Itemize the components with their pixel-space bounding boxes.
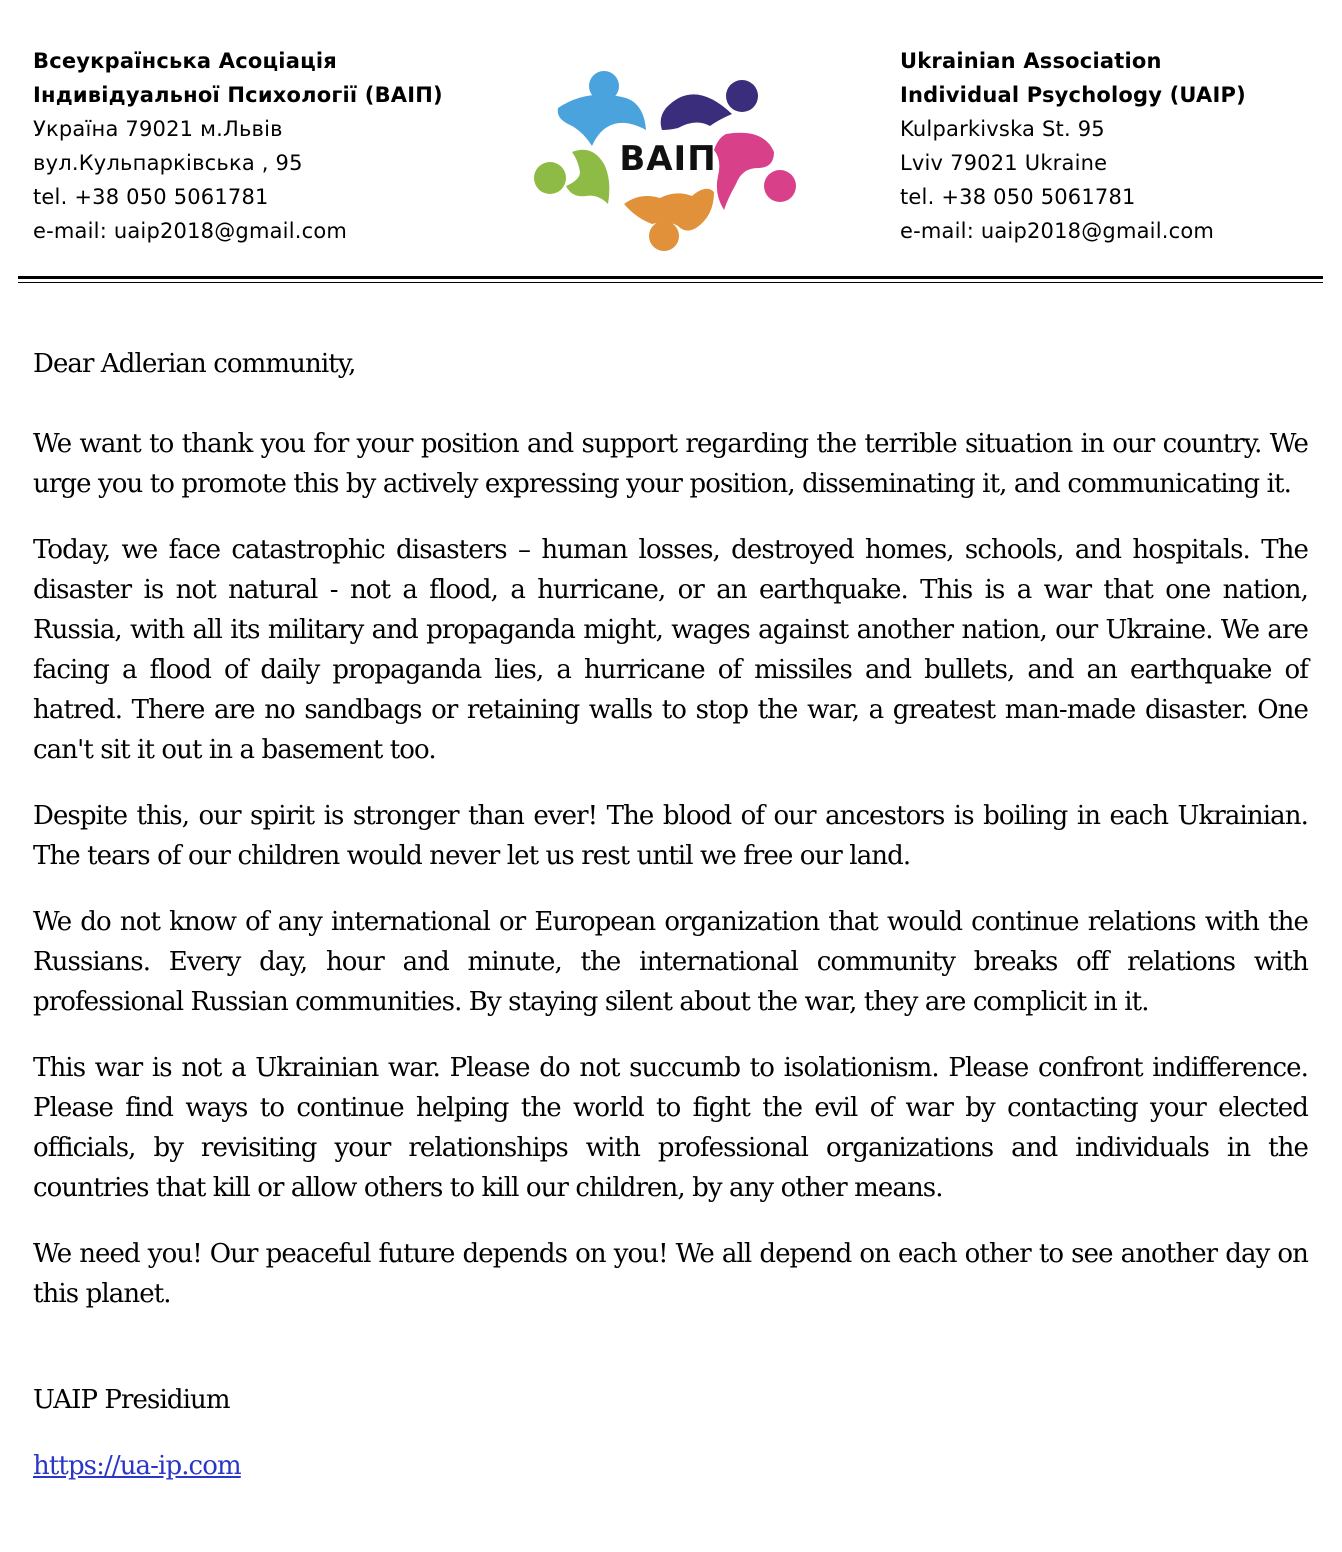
logo-text: ВАІП xyxy=(619,139,717,179)
ukrainian-address-block xyxy=(33,44,503,248)
english-address-block xyxy=(900,44,1320,248)
paragraph-2: Today, we face catastrophic disasters – human losses, destroyed homes, schools, and hospitals. The disaster is not natural - not a flood, a hurricane, or an earthquake. This is a war that one nation, Russia, with all its military and propaganda might, wages against another nation, our Ukraine. We are facing a flood of daily propaganda lies, a hurricane of missiles and bullets, and an earthquake of hatred. There are no sandbags or retaining walls to stop the war, a greatest man-made disaster. One can't sit it out in a basement too. xyxy=(33,535,1308,765)
logo-green-body xyxy=(566,150,609,204)
paragraph-3: Despite this, our spirit is stronger than ever! The blood of our ancestors is boiling in each Ukrainian. The tears of our children would never let us rest until we free our land. xyxy=(33,801,1308,871)
paragraph-4: We do not know of any international or European organization that would continue relations with the Russians. Every day, hour and minute, the international community breaks off relations with professional Russian communities. By staying silent about the war, they are complicit in it. xyxy=(33,907,1308,1017)
email-uk: e-mail: uaip2018@gmail.com xyxy=(33,219,348,243)
logo-navy-body xyxy=(661,94,732,130)
website-line xyxy=(33,1446,1308,1486)
uaip-logo xyxy=(528,68,808,258)
letter-body xyxy=(33,344,1308,1512)
paragraph-6: We need you! Our peaceful future depends on you! We all depend on each other to see another day on this planet. xyxy=(33,1239,1308,1309)
header-divider-thin xyxy=(18,282,1323,283)
org-name-uk-line1: Всеукраїнська Асоціація xyxy=(33,49,337,73)
greeting: Dear Adlerian community, xyxy=(33,349,356,379)
logo-green-head xyxy=(534,162,566,194)
address-en-line1: Kulparkivska St. 95 xyxy=(900,117,1105,141)
letterhead xyxy=(0,0,1342,290)
logo-pink-head xyxy=(764,170,796,202)
paragraph-5: This war is not a Ukrainian war. Please do not succumb to isolationism. Please confront indifference. Please find ways to continue helping the world to fight the evil of war by contacting your elected officials, by revisiting your relationships with professional organizations and individuals in the countries that kill or allow others to kill our children, by any other means. xyxy=(33,1053,1308,1203)
uaip-logo-graphic xyxy=(528,68,808,258)
phone-en: tel. +38 050 5061781 xyxy=(900,185,1136,209)
org-name-uk-line2: Індивідуальної Психології (ВАІП) xyxy=(33,83,443,107)
paragraph-1: We want to thank you for your position and support regarding the terrible situation in our country. We urge you to promote this by actively expressing your position, disseminating it, and communicating it. xyxy=(33,429,1308,499)
logo-navy-head xyxy=(726,80,758,112)
address-en-line2: Lviv 79021 Ukraine xyxy=(900,151,1108,175)
phone-uk: tel. +38 050 5061781 xyxy=(33,185,269,209)
logo-orange-head xyxy=(649,221,679,251)
signature: UAIP Presidium xyxy=(33,1385,230,1415)
logo-pink-body xyxy=(714,133,774,210)
address-uk-line1: Україна 79021 м.Львів xyxy=(33,117,283,141)
org-name-en-line2: Individual Psychology (UAIP) xyxy=(900,83,1246,107)
website-link[interactable]: https://ua-ip.com xyxy=(33,1451,241,1481)
org-name-en-line1: Ukrainian Association xyxy=(900,49,1162,73)
address-uk-line2: вул.Кульпарківська , 95 xyxy=(33,151,303,175)
header-divider-thick xyxy=(18,276,1323,279)
email-en: e-mail: uaip2018@gmail.com xyxy=(900,219,1215,243)
